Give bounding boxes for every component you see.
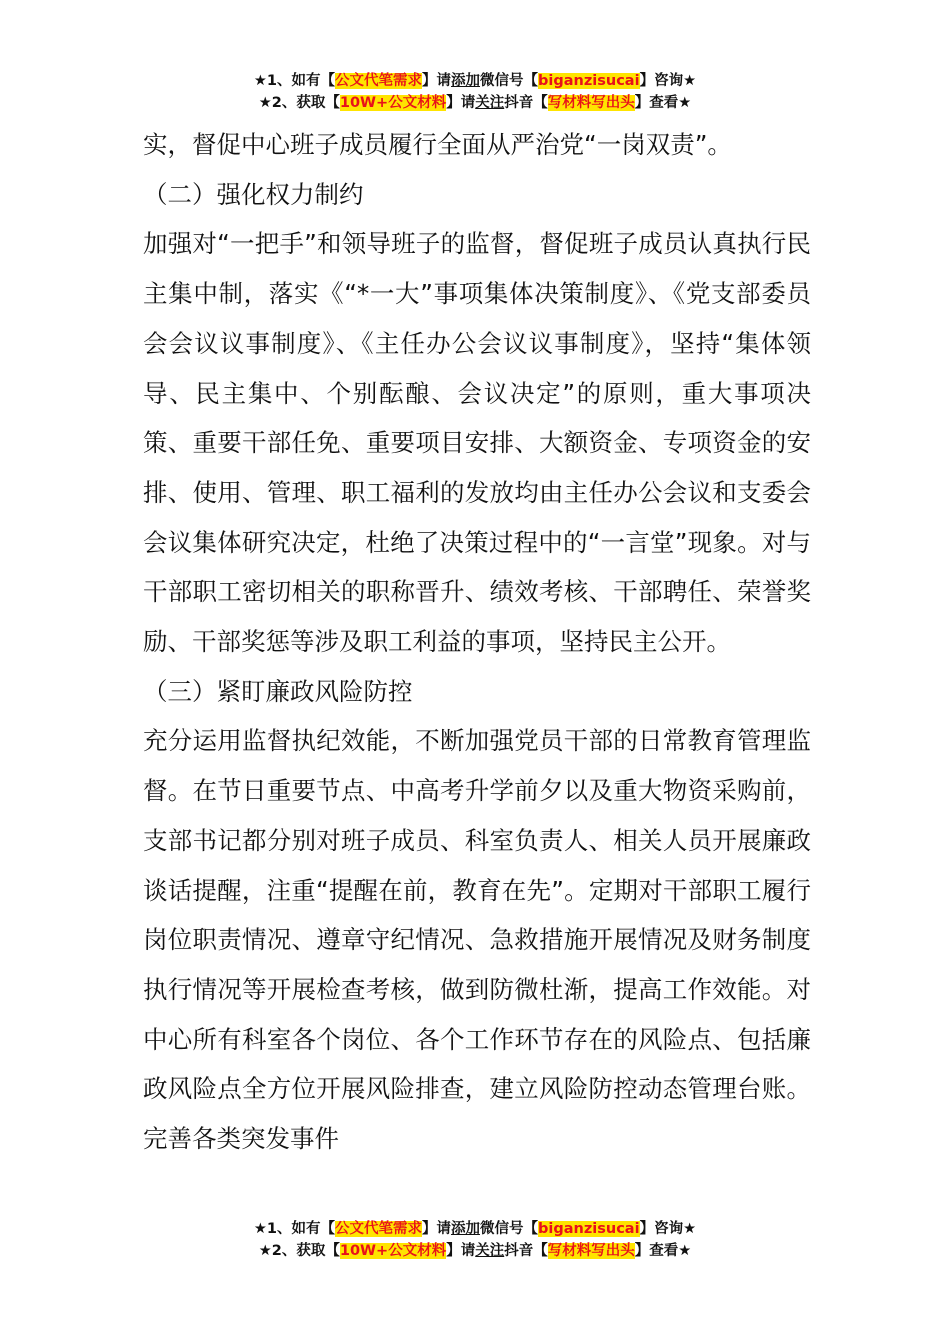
banner-text: 抖音【 xyxy=(504,95,548,111)
banner-text: 】请 xyxy=(446,1243,476,1259)
banner-emphasis: 关注 xyxy=(475,95,505,111)
banner-text: 】咨询★ xyxy=(639,1221,697,1237)
banner-text: ★2、获取【 xyxy=(258,95,340,111)
banner-text: 】查看★ xyxy=(634,95,692,111)
section-heading-3: （三）紧盯廉政风险防控 xyxy=(143,676,413,706)
banner-text: 抖音【 xyxy=(504,1243,548,1259)
highlight-wechat-id: biganzisucai xyxy=(538,1221,640,1237)
document-body xyxy=(143,120,811,1164)
highlight-service: 公文代笔需求 xyxy=(335,1221,423,1237)
highlight-materials: 10W+公文材料 xyxy=(339,1243,447,1259)
banner-text: 】请 xyxy=(422,1221,452,1237)
banner-emphasis: 添加 xyxy=(451,73,481,89)
banner-line-2 xyxy=(0,1240,950,1262)
footer-banner xyxy=(0,1218,950,1262)
banner-emphasis: 添加 xyxy=(451,1221,481,1237)
banner-text: ★1、如有【 xyxy=(253,1221,336,1237)
banner-line-2 xyxy=(0,92,950,114)
paragraph-1: 实，督促中心班子成员履行全面从严治党“一岗双责”。 xyxy=(143,130,732,159)
banner-text: 】查看★ xyxy=(634,1243,692,1259)
highlight-materials: 10W+公文材料 xyxy=(339,95,447,111)
banner-text: 】请 xyxy=(446,95,476,111)
banner-text: ★1、如有【 xyxy=(253,73,336,89)
header-banner xyxy=(0,70,950,114)
banner-text: 微信号【 xyxy=(480,1221,539,1237)
highlight-douyin: 写材料写出头 xyxy=(547,95,635,111)
banner-text: 微信号【 xyxy=(480,73,539,89)
banner-line-1 xyxy=(0,70,950,92)
paragraph-2: 加强对“一把手”和领导班子的监督，督促班子成员认真执行民主集中制，落实《“*一大”事项集体决策制度》、《党支部委员会会议议事制度》、《主任办公会议议事制度》，坚持“集体领导、民主集中、个别酝酿、会议决定”的原则，重大事项决策、重要干部任免、重要项目安排、大额资金、专项资金的安排、使用、管理、职工福利的发放均由主任办公会议和支委会会议集体研究决定，杜绝了决策过程中的“一言堂”现象。对与干部职工密切相关的职称晋升、绩效考核、干部聘任、荣誉奖励、干部奖惩等涉及职工利益的事项，坚持民主公开。 xyxy=(143,229,811,657)
banner-line-1 xyxy=(0,1218,950,1240)
banner-emphasis: 关注 xyxy=(475,1243,505,1259)
highlight-service: 公文代笔需求 xyxy=(335,73,423,89)
banner-text: 】请 xyxy=(422,73,452,89)
banner-text: ★2、获取【 xyxy=(258,1243,340,1259)
section-heading-2: （二）强化权力制约 xyxy=(143,179,364,209)
banner-text: 】咨询★ xyxy=(639,73,697,89)
paragraph-3: 充分运用监督执纪效能，不断加强党员干部的日常教育管理监督。在节日重要节点、中高考升学前夕以及重大物资采购前，支部书记都分别对班子成员、科室负责人、相关人员开展廉政谈话提醒，注重“提醒在前，教育在先”。定期对干部职工履行岗位职责情况、遵章守纪情况、急救措施开展情况及财务制度执行情况等开展检查考核，做到防微杜渐，提高工作效能。对中心所有科室各个岗位、各个工作环节存在的风险点、包括廉政风险点全方位开展风险排查，建立风险防控动态管理台账。完善各类突发事件 xyxy=(143,726,811,1154)
highlight-douyin: 写材料写出头 xyxy=(547,1243,635,1259)
highlight-wechat-id: biganzisucai xyxy=(538,73,640,89)
